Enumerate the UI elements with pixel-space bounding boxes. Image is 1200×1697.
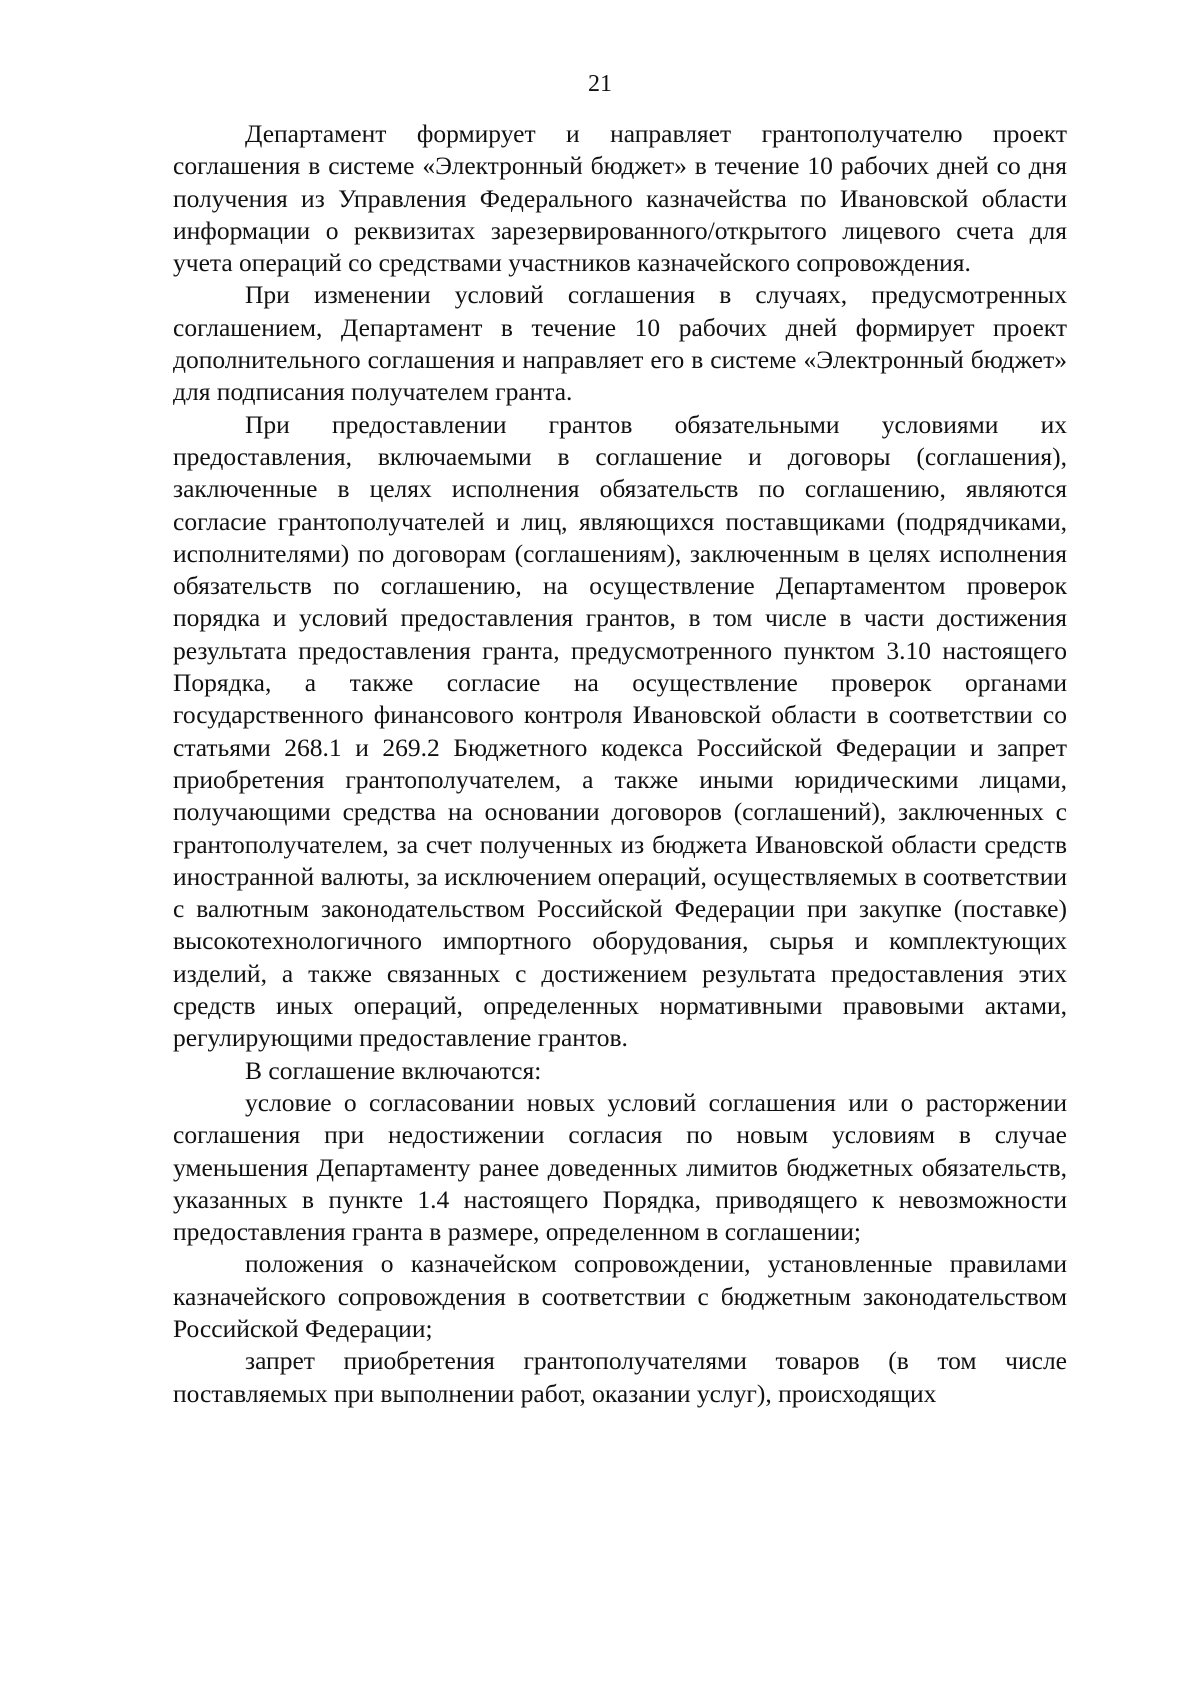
- paragraph-treasury-support: положения о казначейском сопровождении, установленные правилами казначейского сопровождения в соответствии с бюджетным законодательством Российской Федерации;: [173, 1249, 1067, 1343]
- document-body: [173, 118, 1067, 1410]
- paragraph-agreement-includes: В соглашение включаются:: [245, 1055, 542, 1085]
- paragraph-mandatory-conditions: При предоставлении грантов обязательными условиями их предоставления, включаемыми в соглашение и договоры (соглашения), заключенные в целях исполнения обязательств по соглашению, являются согласие грантополучателей и лиц, являющихся поставщиками (подрядчиками, исполнителями) по договорам (соглашениям), заключенным в целях исполнения обязательств по соглашению, на осуществление Департаментом проверок порядка и условий предоставления грантов, в том числе в части достижения результата предоставления гранта, предусмотренного пунктом 3.10 настоящего Порядка, а также согласие на осуществление проверок органами государственного финансового контроля Ивановской области в соответствии со статьями 268.1 и 269.2 Бюджетного кодекса Российской Федерации и запрет приобретения грантополучателем, а также иными юридическими лицами, получающими средства на основании договоров (соглашений), заключенных с грантополучателем, за счет полученных из бюджета Ивановской области средств иностранной валюты, за исключением операций, осуществляемых в соответствии с валютным законодательством Российской Федерации при закупке (поставке) высокотехнологичного импортного оборудования, сырья и комплектующих изделий, а также связанных с достижением результата предоставления этих средств иных операций, определенных нормативными правовыми актами, регулирующими предоставление грантов.: [173, 409, 1067, 1053]
- page-number: 21: [588, 71, 612, 97]
- paragraph-purchase-prohibition: запрет приобретения грантополучателями товаров (в том числе поставляемых при выполнении работ, оказании услуг), происходящих: [173, 1346, 1067, 1408]
- paragraph-new-conditions: условие о согласовании новых условий соглашения или о расторжении соглашения при недостижении согласия по новым условиям в случае уменьшения Департаменту ранее доведенных лимитов бюджетных обязательств, указанных в пункте 1.4 настоящего Порядка, приводящего к невозможности предоставления гранта в размере, определенном в соглашении;: [173, 1087, 1067, 1247]
- paragraph-agreement-changes: При изменении условий соглашения в случаях, предусмотренных соглашением, Департамент в течение 10 рабочих дней формирует проект дополнительного соглашения и направляет его в системе «Электронный бюджет» для подписания получателем гранта.: [173, 280, 1067, 407]
- paragraph-agreement-draft: Департамент формирует и направляет грантополучателю проект соглашения в системе «Электронный бюджет» в течение 10 рабочих дней со дня получения из Управления Федерального казначейства по Ивановской области информации о реквизитах зарезервированного/открытого лицевого счета для учета операций со средствами участников казначейского сопровождения.: [173, 119, 1067, 278]
